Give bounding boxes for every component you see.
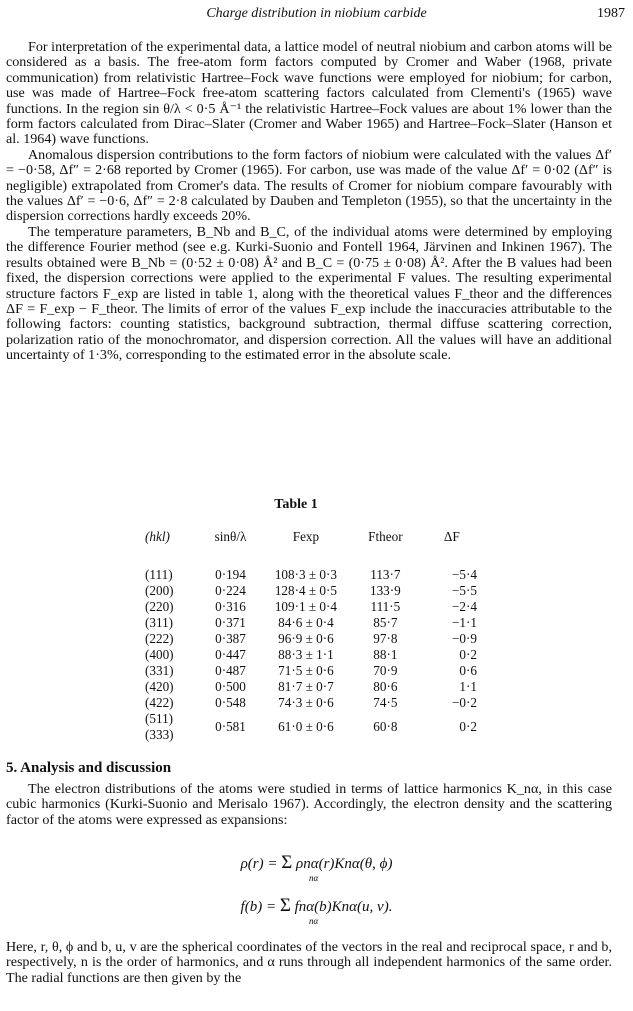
cell-delta-f: −5·5 (451, 582, 477, 598)
eq1-rhs: ρnα(r)Knα(θ, ϕ) (296, 856, 393, 872)
cell-delta-f: 0·6 (459, 662, 477, 678)
cell-delta-f: −0·9 (451, 630, 477, 646)
table-row (145, 663, 485, 679)
cell-fexp: 88·3 ± 1·1 (278, 646, 334, 662)
col-header-sin: sinθ/λ (214, 529, 247, 544)
col-header-delta-f: ΔF (443, 529, 460, 544)
cell-ftheor: 111·5 (370, 598, 401, 614)
cell-sin: 0·387 (215, 630, 246, 646)
paragraph-coordinates: Here, r, θ, ϕ and b, u, v are the spherical coordinates of the vectors in the real and reciprocal space, r and b, respectively, n is the order of harmonics, and α runs through all independent harmonics of the same order. The radial functions are then given by the (6, 939, 612, 986)
cell-delta-f: −1·1 (451, 614, 477, 630)
table-row (145, 631, 485, 647)
cell-ftheor: 70·9 (373, 662, 398, 678)
cell-fexp: 61·0 ± 0·6 (278, 718, 334, 734)
paragraph-lattice-harmonics: The electron distributions of the atoms were studied in terms of lattice harmonics K_nα, in this case cubic harmonics (Kurki-Suonio and Merisalo 1967). Accordingly, the electron density and the scattering factor of the atoms were expressed as expansions: (6, 781, 612, 828)
cell-fexp: 96·9 ± 0·6 (278, 630, 334, 646)
table-row (145, 711, 485, 743)
cell-fexp: 108·3 ± 0·3 (274, 566, 338, 582)
cell-hkl-a: (511) (145, 710, 174, 726)
cell-hkl: (220) (145, 598, 174, 614)
cell-delta-f: 0·2 (459, 718, 477, 734)
body-text (6, 40, 612, 364)
table-row (145, 615, 485, 631)
equation-scattering-factor (0, 895, 633, 926)
cell-fexp: 84·6 ± 0·4 (278, 614, 334, 630)
cell-sin: 0·548 (215, 694, 246, 710)
page-header (0, 6, 633, 26)
eq2-sum-index: nα (309, 916, 319, 926)
equation-electron-density (0, 852, 633, 883)
col-header-ftheor: Ftheor (368, 529, 403, 544)
cell-ftheor: 85·7 (373, 614, 398, 630)
cell-sin: 0·447 (215, 646, 246, 662)
table-spacer (145, 551, 485, 567)
running-title: Charge distribution in niobium carbide (206, 6, 427, 21)
cell-delta-f: −2·4 (451, 598, 477, 614)
cell-hkl: (422) (145, 694, 174, 710)
structure-factor-table (145, 529, 485, 743)
page-number: 1987 (597, 6, 625, 21)
cell-sin: 0·316 (215, 598, 246, 614)
cell-hkl: (111) (145, 566, 173, 582)
cell-ftheor: 80·6 (373, 678, 398, 694)
cell-fexp: 128·4 ± 0·5 (274, 582, 338, 598)
eq1-sum-index: nα (309, 873, 319, 883)
eq2-sum-symbol: Σ (279, 895, 291, 916)
eq2-lhs: f(b) = (240, 899, 280, 915)
cell-ftheor: 88·1 (373, 646, 398, 662)
cell-sin: 0·500 (215, 678, 246, 694)
table-row (145, 599, 485, 615)
cell-ftheor: 97·8 (373, 630, 398, 646)
cell-hkl: (200) (145, 582, 174, 598)
cell-hkl: (420) (145, 678, 174, 694)
col-header-hkl: (hkl) (145, 529, 170, 544)
table-row (145, 583, 485, 599)
cell-hkl-b: (333) (145, 726, 174, 742)
cell-delta-f: −0·2 (451, 694, 477, 710)
cell-delta-f: −5·4 (451, 566, 477, 582)
cell-sin: 0·487 (215, 662, 246, 678)
table-row (145, 567, 485, 583)
table-title: Table 1 (274, 497, 318, 512)
cell-sin: 0·581 (215, 718, 246, 734)
col-header-fexp: Fexp (292, 529, 320, 544)
cell-fexp: 71·5 ± 0·6 (278, 662, 334, 678)
cell-ftheor: 133·9 (369, 582, 401, 598)
cell-sin: 0·224 (215, 582, 246, 598)
cell-delta-f: 1·1 (459, 678, 477, 694)
cell-hkl (145, 711, 201, 743)
table-row (145, 647, 485, 663)
paragraph-anomalous-dispersion: Anomalous dispersion contributions to the form factors of niobium were calculated with the values Δf′ = −0·58, Δf″ = 2·68 reported by Cromer (1965). For carbon, use was made of the value Δf′ = 0·02 (Δf″ is negligible) extrapolated from Cromer's data. The results of Cromer for niobium compare favourably with the values Δf′ = −0·6, Δf″ = 2·8 calculated by Dauben and Templeton (1955), so that the uncertainty in the dispersion corrections hardly exceeds 20%. (6, 146, 612, 225)
eq1-lhs: ρ(r) = (240, 856, 282, 872)
eq1-sum-symbol: Σ (281, 852, 293, 873)
table-row (145, 695, 485, 711)
cell-hkl: (331) (145, 662, 174, 678)
section-text (6, 782, 612, 828)
cell-ftheor: 74·5 (373, 694, 398, 710)
section-heading: 5. Analysis and discussion (6, 760, 172, 776)
cell-ftheor: 60·8 (373, 718, 398, 734)
cell-sin: 0·371 (215, 614, 246, 630)
cell-fexp: 81·7 ± 0·7 (278, 678, 334, 694)
cell-hkl: (311) (145, 614, 174, 630)
paragraph-interpretation: For interpretation of the experimental data, a lattice model of neutral niobium and carbon atoms will be considered as a basis. The free-atom form factors computed by Cromer and Waber (1968, private communication) from relativistic Hartree–Fock wave functions were employed for niobium; for carbon, use was made of Hartree–Fock free-atom scattering factors calculated from Clementi's (1965) wave functions. In the region sin θ/λ < 0·5 Å⁻¹ the relativistic Hartree–Fock values are about 1% lower than the form factors calculated from Dirac–Slater (Cromer and Waber 1965) and Hartree–Fock–Slater (Hanson et al. 1964) wave functions. (6, 39, 612, 148)
table-header-row (145, 529, 485, 551)
cell-ftheor: 113·7 (370, 566, 401, 582)
eq2-rhs: fnα(b)Knα(u, v). (294, 899, 393, 915)
cell-fexp: 74·3 ± 0·6 (278, 694, 334, 710)
cell-hkl: (400) (145, 646, 174, 662)
cell-hkl: (222) (145, 630, 174, 646)
cell-sin: 0·194 (215, 566, 246, 582)
cell-delta-f: 0·2 (459, 646, 477, 662)
table-row (145, 679, 485, 695)
paragraph-temperature-parameters: The temperature parameters, B_Nb and B_C, of the individual atoms were determined by employing the difference Fourier method (see e.g. Kurki-Suonio and Fontell 1964, Järvinen and Inkinen 1967). The results obtained were B_Nb = (0·52 ± 0·08) Å² and B_C = (0·75 ± 0·08) Å². After the B values had been fixed, the dispersion corrections were applied to the experimental F values. The resulting experimental structure factors F_exp are listed in table 1, along with the theoretical values F_theor and the differences ΔF = F_exp − F_theor. The limits of error of the values F_exp include the inaccuracies attributable to the following factors: counting statistics, background subtraction, thermal diffuse scattering correction, polarization ratio of the monochromator, and dispersion correction. All the values will have an additional uncertainty of 1·3%, corresponding to the estimated error in the absolute scale. (6, 223, 612, 364)
table-body (145, 551, 485, 743)
cell-fexp: 109·1 ± 0·4 (274, 598, 338, 614)
closing-text (6, 940, 612, 986)
